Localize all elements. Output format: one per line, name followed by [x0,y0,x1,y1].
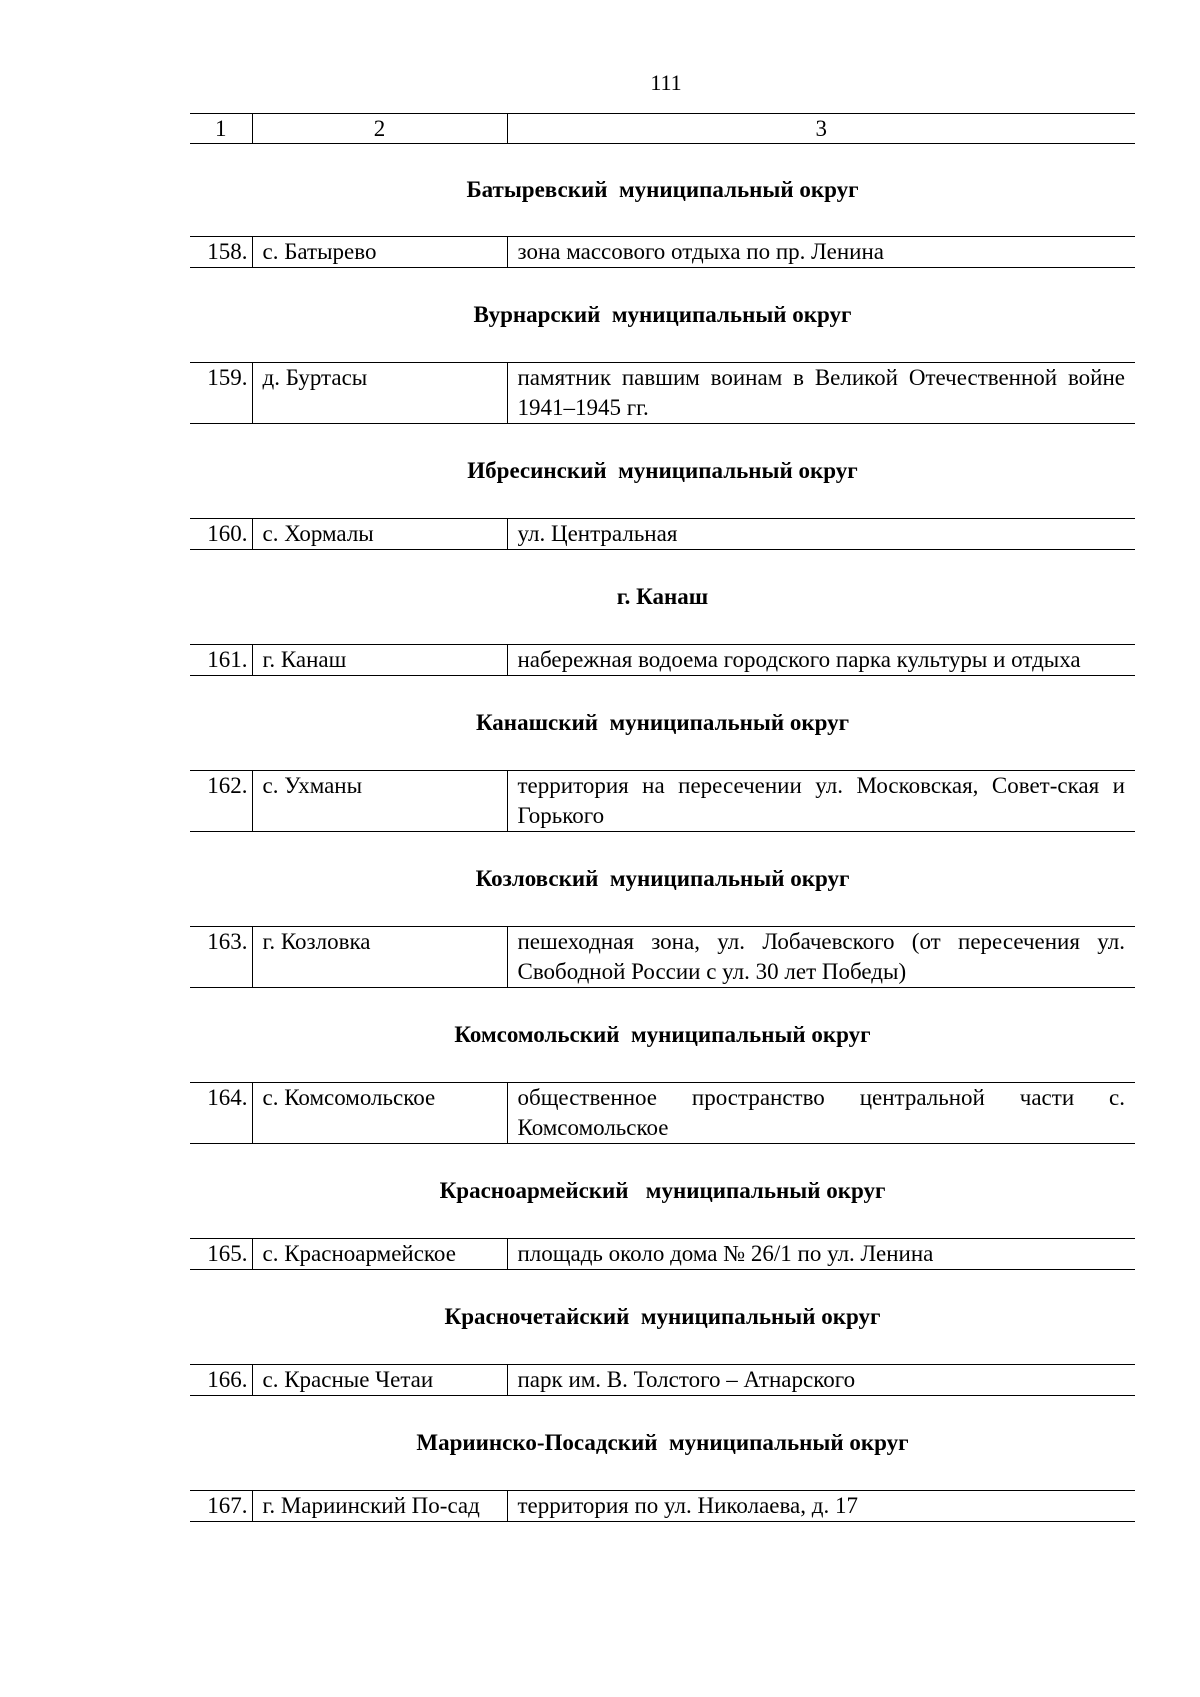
table-row [190,927,1135,988]
location-description: ул. Центральная [507,519,1135,550]
settlement-cell: с. Комсомольское [252,1083,507,1144]
page-number: 111 [650,70,682,95]
table-row [190,1365,1135,1396]
column-number-3: 3 [507,114,1135,144]
section-table [190,1490,1135,1522]
section-title: Вурнарский муниципальный округ [473,302,852,327]
section-table [190,770,1135,832]
section-table [190,1238,1135,1270]
settlement-cell: с. Красные Четаи [252,1365,507,1396]
settlement-cell: с. Батырево [252,237,507,268]
row-number: 165. [190,1239,252,1270]
location-description: парк им. В. Толстого – Атнарского [507,1365,1135,1396]
row-number: 167. [190,1491,252,1522]
column-number-row [190,114,1135,144]
settlement-cell: г. Канаш [252,645,507,676]
row-number: 162. [190,771,252,832]
row-number: 161. [190,645,252,676]
settlement-cell: г. Мариинский По-сад [252,1491,507,1522]
section-title: Ибресинский муниципальный округ [467,458,858,483]
table-header [190,113,1135,144]
location-description: набережная водоема городского парка культуры и отдыха [507,645,1135,676]
location-description: площадь около дома № 26/1 по ул. Ленина [507,1239,1135,1270]
location-description: зона массового отдыха по пр. Ленина [507,237,1135,268]
section-table [190,236,1135,268]
row-number: 160. [190,519,252,550]
settlement-cell: д. Буртасы [252,363,507,424]
table-row [190,363,1135,424]
table-row [190,771,1135,832]
table-row [190,519,1135,550]
row-number: 158. [190,237,252,268]
row-number: 166. [190,1365,252,1396]
location-description: памятник павшим воинам в Великой Отечественной войне 1941–1945 гг. [507,363,1135,424]
section-table [190,1082,1135,1144]
row-number: 159. [190,363,252,424]
section-table [190,926,1135,988]
settlement-cell: г. Козловка [252,927,507,988]
row-number: 163. [190,927,252,988]
location-description: территория по ул. Николаева, д. 17 [507,1491,1135,1522]
settlement-cell: с. Красноармейское [252,1239,507,1270]
settlement-cell: с. Ухманы [252,771,507,832]
row-number: 164. [190,1083,252,1144]
section-title: Комсомольский муниципальный округ [454,1022,871,1047]
section-title: Козловский муниципальный округ [475,866,850,891]
table-row [190,237,1135,268]
table-row [190,1491,1135,1522]
section-title: Канашский муниципальный округ [475,710,850,735]
table-row [190,1239,1135,1270]
section-title: Батыревский муниципальный округ [466,177,859,202]
section-table [190,644,1135,676]
section-table [190,518,1135,550]
location-description: территория на пересечении ул. Московская, Совет-ская и Горького [507,771,1135,832]
location-description: общественное пространство центральной части с. Комсомольское [507,1083,1135,1144]
column-number-2: 2 [252,114,507,144]
table-row [190,645,1135,676]
document-body [190,113,1135,1522]
column-number-1: 1 [190,114,252,144]
section-title: Красночетайский муниципальный округ [444,1304,881,1329]
settlement-cell: с. Хормалы [252,519,507,550]
section-table [190,362,1135,424]
section-title: Мариинско-Посадский муниципальный округ [416,1430,909,1455]
sections-container [190,144,1135,1522]
table-row [190,1083,1135,1144]
location-description: пешеходная зона, ул. Лобачевского (от пересечения ул. Свободной России с ул. 30 лет Победы) [507,927,1135,988]
section-title: г. Канаш [616,584,709,609]
section-table [190,1364,1135,1396]
section-title: Красноармейский муниципальный округ [439,1178,886,1203]
